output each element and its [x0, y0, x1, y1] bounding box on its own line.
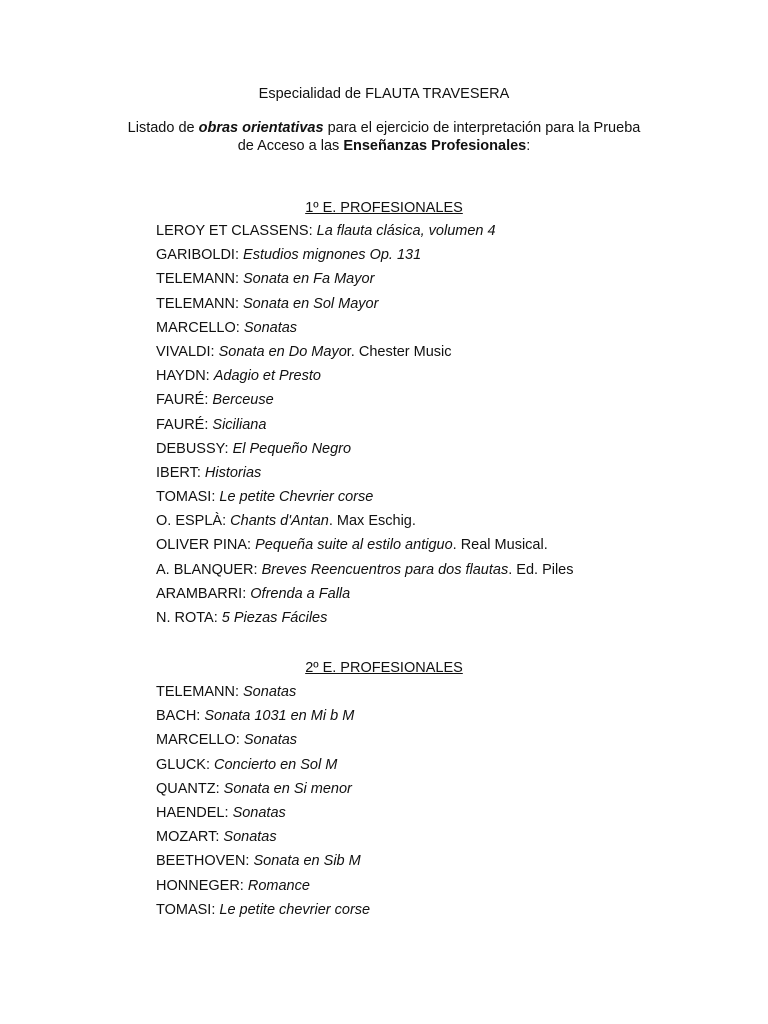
works-list-1 [156, 222, 574, 633]
intro-line-2 [0, 137, 768, 155]
work-title: Siciliana [212, 416, 267, 433]
work-entry [156, 561, 574, 585]
work-entry [156, 222, 574, 246]
work-title: Adagio et Presto [213, 368, 321, 385]
work-title: Sonata en Do Mayo [218, 343, 347, 360]
work-entry [156, 270, 574, 294]
work-title: Sonatas [243, 684, 297, 700]
work-publisher: . Max Eschig. [328, 513, 416, 530]
composer-name: DEBUSSY: [156, 440, 233, 457]
composer-name: OLIVER PINA: [156, 537, 256, 554]
work-title: Pequeña suite al estilo antiguo [255, 537, 453, 554]
composer-name: IBERT: [156, 464, 205, 481]
composer-name: FAURÉ: [156, 416, 213, 433]
work-title: 5 Piezas Fáciles [221, 610, 328, 626]
composer-name: ARAMBARRI: [156, 585, 251, 602]
work-title: Sonata en Fa Mayor [243, 271, 375, 288]
work-entry [156, 731, 370, 755]
composer-name: HONNEGER: [156, 877, 248, 894]
work-title: Le petite Chevrier corse [219, 489, 374, 506]
composer-name: N. ROTA: [156, 610, 222, 626]
work-publisher: . Ed. Piles [508, 561, 574, 578]
work-title: Sonata en Si menor [223, 780, 352, 797]
composer-name: O. ESPLÀ: [156, 513, 231, 530]
composer-name: VIVALDI: [156, 343, 219, 360]
composer-name: MOZART: [156, 829, 224, 846]
work-entry [156, 585, 574, 609]
work-title: Sonatas [232, 804, 286, 821]
work-entry [156, 852, 370, 876]
work-entry [156, 901, 370, 925]
work-entry [156, 319, 574, 343]
work-title: Estudios mignones Op. 131 [243, 247, 422, 264]
work-title: Berceuse [212, 392, 274, 409]
work-title: Le petite chevrier corse [219, 901, 371, 918]
work-entry [156, 464, 574, 488]
composer-name: HAENDEL: [156, 804, 233, 821]
work-entry [156, 391, 574, 415]
work-entry [156, 683, 370, 707]
work-entry [156, 877, 370, 901]
composer-name: A. BLANQUER: [156, 561, 262, 578]
works-list-2 [156, 683, 370, 925]
work-publisher: r. Chester Music [346, 343, 452, 360]
work-entry [156, 246, 574, 270]
document-title: Especialidad de FLAUTA TRAVESERA [258, 86, 510, 102]
section-title-2: 2º E. PROFESIONALES [305, 660, 463, 676]
composer-name: FAURÉ: [156, 392, 213, 409]
work-entry [156, 367, 574, 391]
composer-name: BACH: [156, 708, 205, 725]
intro-line-1 [0, 119, 768, 137]
work-entry [156, 609, 574, 633]
work-entry [156, 488, 574, 512]
intro-paragraph [0, 119, 768, 155]
intro-text: de Acceso a las [237, 138, 344, 154]
composer-name: MARCELLO: [156, 732, 244, 749]
work-publisher: . Real Musical. [452, 537, 548, 554]
work-title: Sonatas [243, 732, 298, 749]
composer-name: MARCELLO: [156, 319, 244, 336]
intro-emphasis: obras orientativas [198, 120, 324, 136]
composer-name: LEROY ET CLASSENS: [156, 223, 317, 239]
work-title: Sonata en Sib M [253, 853, 361, 870]
work-entry [156, 512, 574, 536]
work-entry [156, 780, 370, 804]
composer-name: TELEMANN: [156, 295, 244, 312]
work-title: Sonatas [223, 829, 277, 846]
work-title: Sonatas [243, 319, 298, 336]
work-entry [156, 804, 370, 828]
work-entry [156, 756, 370, 780]
work-entry [156, 440, 574, 464]
work-entry [156, 536, 574, 560]
work-title: Sonata 1031 en Mi b M [204, 708, 355, 725]
composer-name: GLUCK: [156, 756, 215, 773]
work-title: Romance [247, 877, 310, 894]
composer-name: TELEMANN: [156, 684, 244, 700]
intro-bold: Enseñanzas Profesionales [343, 138, 527, 154]
composer-name: BEETHOVEN: [156, 853, 254, 870]
composer-name: TOMASI: [156, 901, 220, 918]
intro-text: Listado de [127, 120, 199, 136]
work-entry [156, 707, 370, 731]
composer-name: TOMASI: [156, 489, 220, 506]
composer-name: TELEMANN: [156, 271, 244, 288]
intro-text: : [526, 138, 531, 154]
work-entry [156, 295, 574, 319]
work-title: Concierto en Sol M [214, 756, 338, 773]
composer-name: GARIBOLDI: [156, 247, 244, 264]
work-title: La flauta clásica, volumen 4 [316, 223, 496, 239]
work-entry [156, 416, 574, 440]
work-title: El Pequeño Negro [232, 440, 352, 457]
work-title: Sonata en Sol Mayor [243, 295, 379, 312]
composer-name: HAYDN: [156, 368, 214, 385]
work-entry [156, 828, 370, 852]
section-title-1: 1º E. PROFESIONALES [305, 200, 463, 216]
work-title: Breves Reencuentros para dos flautas [261, 561, 509, 578]
intro-text: para el ejercicio de interpretación para la Prueba [323, 120, 641, 136]
work-title: Historias [204, 464, 262, 481]
work-title: Chants d'Antan [230, 513, 329, 530]
work-title: Ofrenda a Falla [250, 585, 351, 602]
work-entry [156, 343, 574, 367]
composer-name: QUANTZ: [156, 780, 224, 797]
